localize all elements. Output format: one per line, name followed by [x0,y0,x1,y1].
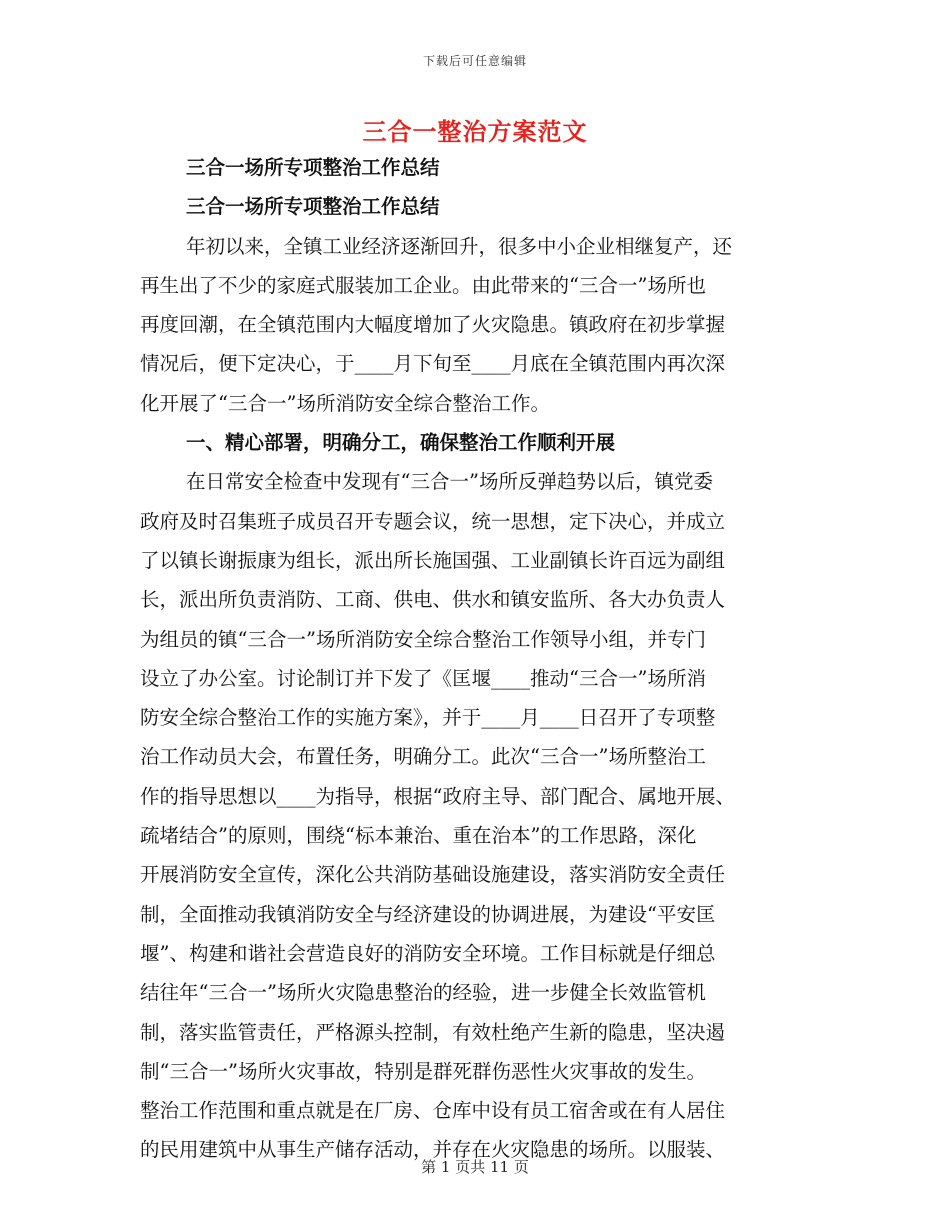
body-line: 情况后，便下定决心，于____月下旬至____月底在全镇范围内再次深 [140,352,726,376]
page-footer: 第 1 页共 11 页 [421,1158,529,1176]
body-line: 制，全面推动我镇消防安全与经济建设的协调进展，为建设“平安匡 [140,902,716,926]
body-line: 结往年“三合一”场所火灾隐患整治的经验，进一步健全长效监管机 [140,981,706,1005]
body-line: 设立了办公室。讨论制订并下发了《匡堰____推动“三合一”场所消 [140,666,706,690]
body-line: 疏堵结合”的原则，围绕“标本兼治、重在治本”的工作思路，深化 [140,824,697,848]
body-line: 在日常安全检查中发现有“三合一”场所反弹趋势以后，镇党委 [186,470,713,494]
body-text [140,227,810,1170]
body-line: 防安全综合整治工作的实施方案》，并于____月____日召开了专项整 [140,706,716,730]
document-body [140,148,810,1170]
body-line: 政府及时召集班子成员召开专题会议，统一思想，定下决心，并成立 [140,509,726,533]
body-line: 堰”、构建和谐社会营造良好的消防安全环境。工作目标就是仔细总 [140,941,716,965]
body-line: 制，落实监管责任，严格源头控制，有效杜绝产生新的隐患，坚决遏 [140,1020,726,1044]
section-heading: 一、精心部署，明确分工，确保整治工作顺利开展 [186,431,616,455]
body-line: 作的指导思想以____为指导，根据“政府主导、部门配合、属地开展、 [140,784,735,808]
body-line: 再生出了不少的家庭式服装加工企业。由此带来的“三合一”场所也 [140,273,706,297]
body-line: 治工作动员大会，布置任务，明确分工。此次“三合一”场所整治工 [140,745,706,769]
section-heading-1: 三合一场所专项整治工作总结 [186,156,440,179]
body-line: 长，派出所负责消防、工商、供电、供水和镇安监所、各大办负责人 [140,588,726,612]
body-line: 制“三合一”场所火灾事故，特别是群死群伤恶性火灾事故的发生。 [140,1059,706,1083]
body-line: 为组员的镇“三合一”场所消防安全综合整治工作领导小组，并专门 [140,627,706,651]
body-line: 开展消防安全宣传，深化公共消防基础设施建设，落实消防安全责任 [140,863,726,887]
header-note: 下载后可任意编辑 [422,54,527,68]
body-line: 整治工作范围和重点就是在厂房、仓库中设有员工宿舍或在有人居住 [140,1099,726,1123]
body-line: 了以镇长谢振康为组长，派出所长施国强、工业副镇长许百远为副组 [140,548,726,572]
body-line: 年初以来，全镇工业经济逐渐回升，很多中小企业相继复产，还 [186,234,733,258]
body-line: 再度回潮，在全镇范围内大幅度增加了火灾隐患。镇政府在初步掌握 [140,313,726,337]
section-heading-2: 三合一场所专项整治工作总结 [186,195,440,219]
body-line: 的民用建筑中从事生产储存活动，并存在火灾隐患的场所。以服装、 [140,1138,726,1162]
body-line: 化开展了“三合一”场所消防安全综合整治工作。 [140,391,550,415]
document-title: 三合一整治方案范文 [362,117,588,146]
